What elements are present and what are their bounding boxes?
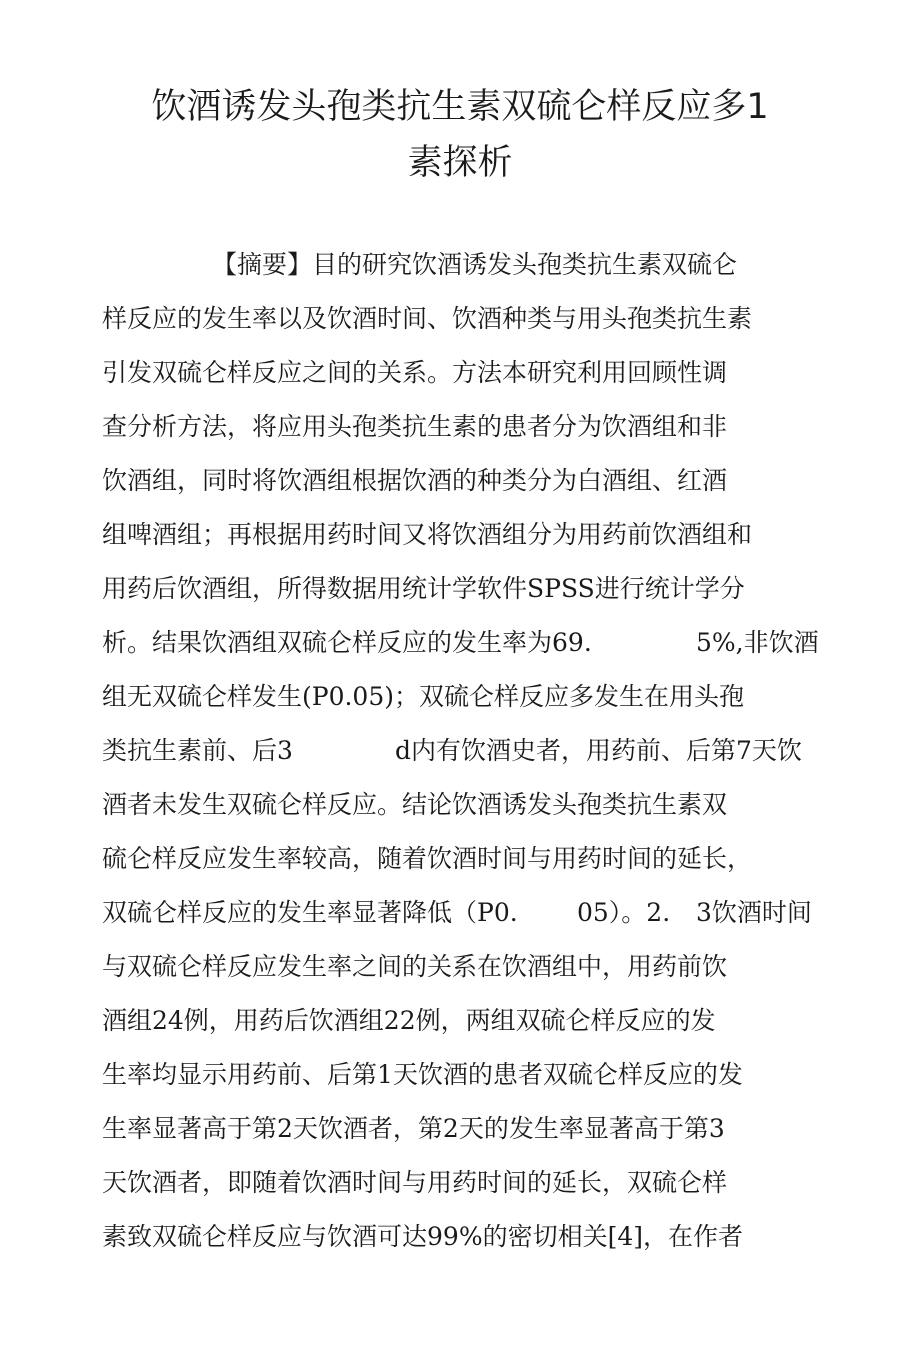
body-line: 用药后饮酒组，所得数据用统计学软件SPSS进行统计学分 — [102, 574, 745, 603]
body-line: 素致双硫仑样反应与饮酒可达99%的密切相关[4]，在作者 — [102, 1222, 743, 1251]
title-line-1: 饮酒诱发头孢类抗生素双硫仑样反应多1 — [151, 87, 769, 127]
body-line: 饮酒组，同时将饮酒组根据饮酒的种类分为白酒组、红酒 — [102, 466, 728, 495]
body-line: 【摘要】目的研究饮酒诱发头孢类抗生素双硫仑 — [212, 250, 738, 279]
body-line: 3饮酒时间 — [696, 898, 812, 927]
body-line: 酒组24例，用药后饮酒组22例，两组双硫仑样反应的发 — [102, 1006, 716, 1035]
body-line: d内有饮酒史者，用药前、后第7天饮 — [395, 736, 802, 765]
body-line: 与双硫仑样反应发生率之间的关系在饮酒组中，用药前饮 — [102, 952, 728, 981]
body-line: 硫仑样反应发生率较高，随着饮酒时间与用药时间的延长， — [102, 844, 753, 873]
body-line: 酒者未发生双硫仑样反应。结论饮酒诱发头孢类抗生素双 — [102, 790, 728, 819]
body-line: 5%,非饮酒 — [696, 628, 819, 657]
body-line: 析。结果饮酒组双硫仑样反应的发生率为69. — [102, 628, 592, 657]
body-line: 双硫仑样反应的发生率显著降低（P0. — [102, 898, 518, 927]
body-line: 引发双硫仑样反应之间的关系。方法本研究利用回顾性调 — [102, 358, 728, 387]
title-line-2: 素探析 — [407, 143, 513, 183]
body-line: 组无双硫仑样发生(P0.05)；双硫仑样反应多发生在用头孢 — [102, 682, 744, 711]
body-line: 生率显著高于第2天饮酒者，第2天的发生率显著高于第3 — [102, 1114, 725, 1143]
body-line: 生率均显示用药前、后第1天饮酒的患者双硫仑样反应的发 — [102, 1060, 743, 1089]
body-line: 组啤酒组；再根据用药时间又将饮酒组分为用药前饮酒组和 — [102, 520, 753, 549]
body-line: 类抗生素前、后3 — [102, 736, 293, 765]
body-line: 05）。2. — [577, 898, 671, 927]
body-line: 天饮酒者，即随着饮酒时间与用药时间的延长，双硫仑样 — [102, 1168, 728, 1197]
body-line: 样反应的发生率以及饮酒时间、饮酒种类与用头孢类抗生素 — [102, 304, 753, 333]
body-line: 查分析方法，将应用头孢类抗生素的患者分为饮酒组和非 — [102, 412, 728, 441]
